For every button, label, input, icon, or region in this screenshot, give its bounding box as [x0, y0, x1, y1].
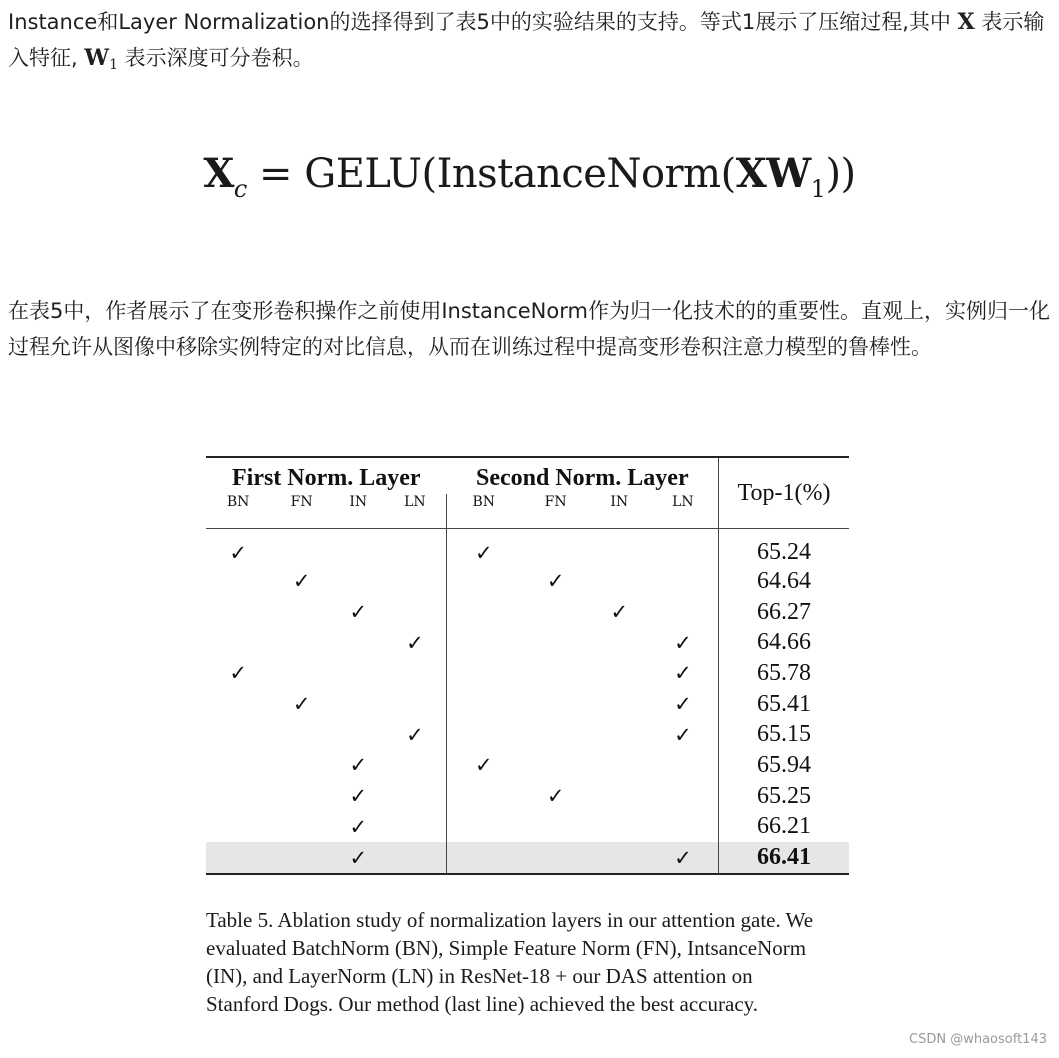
- first-in-cell: [333, 529, 384, 567]
- top1-value: 66.27: [757, 598, 811, 625]
- intro-text-3: 表示深度可分卷积。: [118, 46, 314, 70]
- first-in-cell: [333, 627, 384, 658]
- first-ln-cell: [384, 627, 447, 658]
- first-fn-cell: [270, 627, 333, 658]
- second-fn-cell: [520, 529, 590, 567]
- second-in-cell: [591, 781, 648, 812]
- check-mark-icon: ✓: [406, 630, 424, 655]
- check-mark-icon: ✓: [674, 630, 692, 655]
- subheader-second-ln: LN: [648, 494, 719, 529]
- check-mark-icon: ✓: [674, 845, 692, 870]
- first-bn-cell: [206, 812, 270, 843]
- subheader-first-bn: BN: [206, 494, 270, 529]
- first-fn-cell: [270, 566, 333, 597]
- check-mark-icon: ✓: [546, 784, 565, 809]
- check-mark-icon: ✓: [229, 540, 247, 565]
- second-ln-cell: [648, 719, 719, 750]
- first-in-cell: [333, 689, 384, 720]
- first-norm-layer-header: First Norm. Layer: [231, 464, 421, 491]
- top1-value: 66.41: [719, 842, 850, 874]
- table-group-header-row: [206, 457, 849, 494]
- first-ln-cell: [384, 750, 447, 781]
- check-mark-icon: ✓: [349, 845, 368, 870]
- check-mark-icon: ✓: [349, 814, 368, 839]
- second-in-cell: [591, 529, 648, 567]
- check-mark-icon: ✓: [474, 540, 493, 565]
- ablation-table-wrapper: [206, 456, 849, 875]
- first-bn-cell: [206, 842, 270, 874]
- first-bn-cell: [206, 658, 270, 689]
- second-in-cell: [591, 597, 648, 628]
- equation-body: = GELU(InstanceNorm(: [246, 151, 736, 197]
- first-bn-cell: [206, 627, 270, 658]
- check-mark-icon: ✓: [292, 569, 311, 594]
- first-ln-cell: [384, 566, 447, 597]
- first-fn-cell: [270, 842, 333, 874]
- first-bn-cell: [206, 597, 270, 628]
- first-in-cell: [333, 719, 384, 750]
- first-fn-cell: [270, 781, 333, 812]
- table-body: [206, 529, 849, 874]
- subheader-first-in: IN: [333, 494, 384, 529]
- first-fn-cell: [270, 597, 333, 628]
- first-in-cell: [333, 812, 384, 843]
- second-bn-cell: [447, 781, 521, 812]
- check-mark-icon: ✓: [229, 661, 247, 686]
- check-mark-icon: ✓: [349, 753, 368, 778]
- equation-xw: XW: [735, 150, 811, 197]
- second-ln-cell: [648, 597, 719, 628]
- first-bn-cell: [206, 566, 270, 597]
- second-in-cell: [591, 719, 648, 750]
- equation-xw-subscript: 1: [810, 175, 826, 203]
- table-row: [206, 842, 849, 874]
- second-fn-cell: [520, 719, 590, 750]
- first-in-cell: [333, 658, 384, 689]
- first-ln-cell: [384, 529, 447, 567]
- first-in-cell: [333, 750, 384, 781]
- table-row: [206, 566, 849, 597]
- analysis-paragraph: 在表5中，作者展示了在变形卷积操作之前使用InstanceNorm作为归一化技术的的重要性。直观上，实例归一化过程允许从图像中移除实例特定的对比信息，从而在训练过程中提高变形卷积注意力模型的鲁棒性。: [8, 299, 1050, 359]
- second-bn-cell: [447, 566, 521, 597]
- intro-paragraph: [8, 4, 1050, 83]
- first-in-cell: [333, 566, 384, 597]
- first-bn-cell: [206, 781, 270, 812]
- first-fn-cell: [270, 812, 333, 843]
- second-in-cell: [591, 658, 648, 689]
- first-fn-cell: [270, 689, 333, 720]
- second-fn-cell: [520, 566, 590, 597]
- first-in-cell: [333, 842, 384, 874]
- first-bn-cell: [206, 529, 270, 567]
- intro-text-1: Instance和Layer Normalization的选择得到了表5中的实验结果的支持。等式1展示了压缩过程,其中: [8, 10, 958, 34]
- second-in-cell: [591, 812, 648, 843]
- second-ln-cell: [648, 842, 719, 874]
- equation-lhs: X: [203, 150, 234, 197]
- math-symbol-x: X: [957, 9, 975, 35]
- second-ln-cell: [648, 658, 719, 689]
- top1-header: Top-1(%): [719, 457, 850, 529]
- subheader-second-fn: FN: [520, 494, 590, 529]
- second-ln-cell: [648, 627, 719, 658]
- second-bn-cell: [447, 750, 521, 781]
- second-bn-cell: [447, 597, 521, 628]
- second-bn-cell: [447, 689, 521, 720]
- second-fn-cell: [520, 597, 590, 628]
- compression-equation: [0, 150, 1059, 203]
- table-row: [206, 658, 849, 689]
- second-bn-cell: [447, 627, 521, 658]
- second-ln-cell: [648, 812, 719, 843]
- top1-value: 64.66: [757, 629, 811, 656]
- table-caption: Table 5. Ablation study of normalization layers in our attention gate. We evaluated BatchNorm (BN), Simple Feature Norm (FN), IntsanceNorm (IN), and LayerNorm (LN) in ResNet-18 + our DAS attention on Stanford Dogs. Our method (last line) achieved the best accuracy.: [206, 908, 814, 1016]
- second-in-cell: [591, 750, 648, 781]
- check-mark-icon: ✓: [546, 569, 565, 594]
- first-bn-cell: [206, 719, 270, 750]
- second-ln-cell: [648, 781, 719, 812]
- top1-value: 66.21: [757, 813, 811, 840]
- watermark: CSDN @whaosoft143: [909, 1032, 1047, 1047]
- first-in-cell: [333, 597, 384, 628]
- second-ln-cell: [648, 529, 719, 567]
- intro-text-2: 表示输入特征,: [8, 10, 1045, 70]
- subheader-first-fn: FN: [270, 494, 333, 529]
- second-fn-cell: [520, 781, 590, 812]
- second-ln-cell: [648, 689, 719, 720]
- second-in-cell: [591, 566, 648, 597]
- second-in-cell: [591, 689, 648, 720]
- second-fn-cell: [520, 750, 590, 781]
- second-bn-cell: [447, 658, 521, 689]
- first-ln-cell: [384, 597, 447, 628]
- check-mark-icon: ✓: [406, 722, 424, 747]
- top1-value: 64.64: [757, 567, 811, 594]
- first-ln-cell: [384, 842, 447, 874]
- table-row: [206, 597, 849, 628]
- first-fn-cell: [270, 658, 333, 689]
- first-in-cell: [333, 781, 384, 812]
- first-fn-cell: [270, 719, 333, 750]
- top1-value: 65.25: [757, 782, 811, 809]
- table-row: [206, 781, 849, 812]
- check-mark-icon: ✓: [674, 722, 692, 747]
- second-in-cell: [591, 627, 648, 658]
- first-ln-cell: [384, 658, 447, 689]
- first-ln-cell: [384, 781, 447, 812]
- second-fn-cell: [520, 658, 590, 689]
- first-bn-cell: [206, 689, 270, 720]
- subheader-second-bn: BN: [447, 494, 521, 529]
- top1-value: 65.94: [757, 751, 811, 778]
- table-row: [206, 689, 849, 720]
- first-bn-cell: [206, 750, 270, 781]
- second-bn-cell: [447, 529, 521, 567]
- second-bn-cell: [447, 842, 521, 874]
- second-ln-cell: [648, 566, 719, 597]
- equation-lhs-subscript: c: [233, 175, 247, 203]
- check-mark-icon: ✓: [610, 600, 629, 625]
- first-ln-cell: [384, 719, 447, 750]
- second-ln-cell: [648, 750, 719, 781]
- check-mark-icon: ✓: [292, 692, 311, 717]
- check-mark-icon: ✓: [674, 661, 692, 686]
- math-symbol-w: W: [84, 45, 110, 71]
- ablation-table: [206, 456, 849, 875]
- first-ln-cell: [384, 689, 447, 720]
- check-mark-icon: ✓: [674, 692, 692, 717]
- second-norm-layer-header: Second Norm. Layer: [447, 457, 719, 494]
- table-row: [206, 529, 849, 567]
- second-bn-cell: [447, 812, 521, 843]
- subheader-second-in: IN: [591, 494, 648, 529]
- second-fn-cell: [520, 812, 590, 843]
- first-fn-cell: [270, 529, 333, 567]
- table-row: [206, 719, 849, 750]
- equation-close: )): [825, 151, 856, 197]
- second-fn-cell: [520, 842, 590, 874]
- second-in-cell: [591, 842, 648, 874]
- first-fn-cell: [270, 750, 333, 781]
- second-fn-cell: [520, 627, 590, 658]
- check-mark-icon: ✓: [349, 600, 368, 625]
- top1-value: 65.24: [757, 539, 811, 565]
- check-mark-icon: ✓: [349, 784, 368, 809]
- check-mark-icon: ✓: [474, 753, 493, 778]
- math-symbol-w-subscript: 1: [109, 57, 118, 73]
- top1-value: 65.15: [757, 721, 811, 748]
- second-fn-cell: [520, 689, 590, 720]
- table-row: [206, 812, 849, 843]
- subheader-first-ln: LN: [384, 494, 447, 529]
- table-row: [206, 627, 849, 658]
- first-ln-cell: [384, 812, 447, 843]
- top1-value: 65.41: [757, 690, 811, 717]
- second-bn-cell: [447, 719, 521, 750]
- top1-value: 65.78: [757, 659, 811, 686]
- table-row: [206, 750, 849, 781]
